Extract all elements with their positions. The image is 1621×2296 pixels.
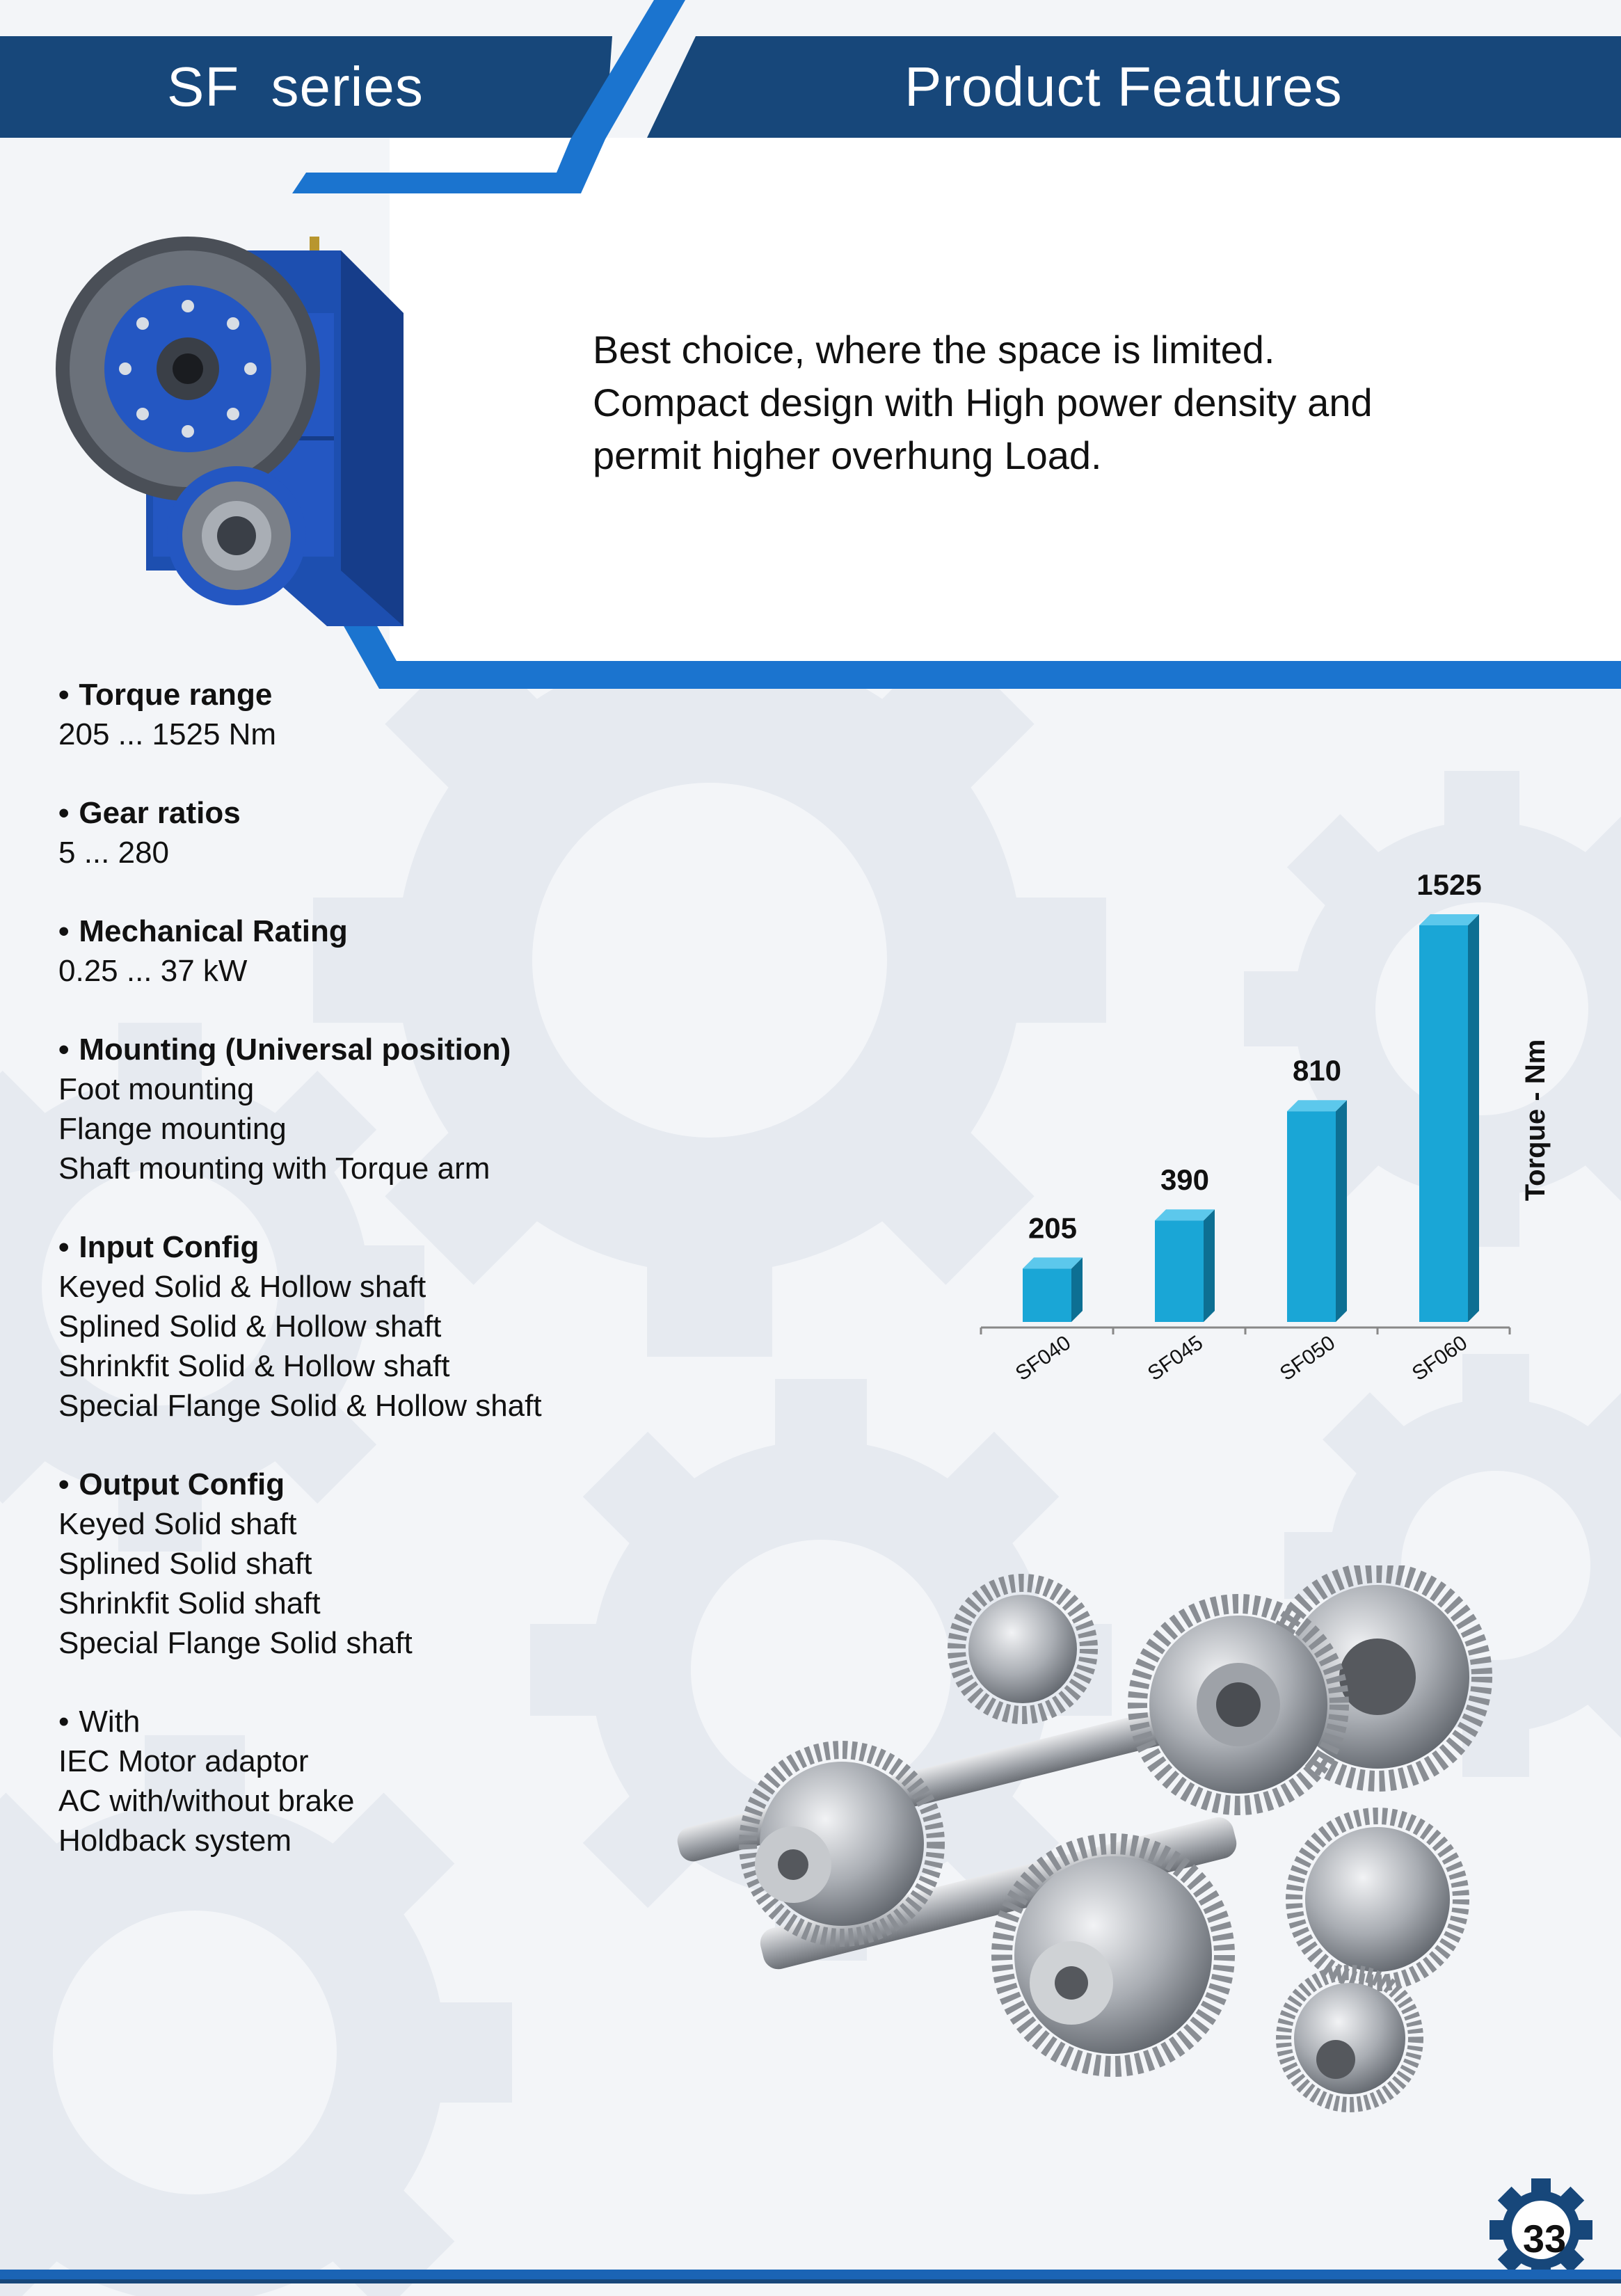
feature-title: Gear ratios — [79, 796, 241, 830]
feature-line: Shaft mounting with Torque arm — [58, 1151, 490, 1186]
bullet-icon: • — [58, 1467, 70, 1501]
bullet-icon: • — [58, 914, 70, 948]
feature-line: Special Flange Solid & Hollow shaft — [58, 1389, 542, 1423]
tick-label: SF060 — [1407, 1331, 1472, 1386]
data-label: 1525 — [1416, 868, 1482, 901]
feature-line: Foot mounting — [58, 1072, 255, 1106]
bar-side — [1336, 1100, 1347, 1322]
tagline — [593, 324, 1497, 482]
feature-list — [58, 675, 587, 1899]
feature-gear-ratios — [58, 793, 587, 872]
data-label: 205 — [1028, 1211, 1078, 1245]
data-label: 390 — [1160, 1163, 1210, 1197]
feature-title: Output Config — [79, 1467, 285, 1501]
feature-title: Mechanical Rating — [79, 914, 348, 948]
feature-title: Input Config — [79, 1230, 259, 1264]
tagline-line-1: Best choice, where the space is limited. — [593, 328, 1275, 372]
gear-set-image — [668, 1565, 1558, 2164]
page-number: 33 — [1522, 2217, 1567, 2261]
feature-line: Splined Solid shaft — [58, 1547, 312, 1581]
gearbox-product-image — [49, 209, 417, 640]
tagline-line-2: Compact design with High power density and — [593, 381, 1373, 424]
feature-title: Torque range — [79, 678, 273, 712]
feature-line: Flange mounting — [58, 1112, 287, 1146]
bullet-icon: • — [58, 1230, 70, 1264]
bar — [1023, 1268, 1071, 1322]
feature-line: Shrinkfit Solid shaft — [58, 1586, 321, 1620]
feature-title: Mounting (Universal position) — [79, 1033, 511, 1067]
bullet-icon: • — [58, 796, 70, 830]
feature-line: 5 ... 280 — [58, 836, 170, 870]
tick-label: SF045 — [1143, 1331, 1208, 1386]
tagline-line-3: permit higher overhung Load. — [593, 433, 1102, 477]
feature-title: With — [79, 1705, 141, 1739]
bar — [1155, 1220, 1204, 1322]
feature-line: Shrinkfit Solid & Hollow shaft — [58, 1349, 450, 1383]
feature-line: 205 ... 1525 Nm — [58, 717, 277, 751]
bar — [1287, 1111, 1336, 1322]
bar-side — [1071, 1257, 1083, 1322]
section-title: Product Features — [904, 56, 1343, 118]
bar-side — [1468, 914, 1479, 1322]
data-label: 810 — [1292, 1054, 1342, 1087]
bar — [1419, 925, 1468, 1322]
feature-line: Special Flange Solid shaft — [58, 1626, 413, 1660]
feature-input-config — [58, 1227, 587, 1426]
feature-line: Keyed Solid & Hollow shaft — [58, 1270, 426, 1304]
feature-line: Holdback system — [58, 1824, 292, 1858]
footer-bar-dark — [0, 2279, 1621, 2283]
feature-output-config — [58, 1465, 587, 1663]
bullet-icon: • — [58, 1033, 70, 1067]
tick-label: SF050 — [1275, 1331, 1340, 1386]
bar-side — [1204, 1209, 1215, 1322]
bullet-icon: • — [58, 1705, 70, 1739]
feature-mounting — [58, 1030, 587, 1188]
feature-line: Splined Solid & Hollow shaft — [58, 1309, 442, 1344]
y-axis-label: Torque - Nm — [1520, 1039, 1551, 1202]
footer-bar — [0, 2270, 1621, 2279]
feature-with — [58, 1702, 587, 1860]
feature-torque-range — [58, 675, 587, 754]
feature-line: Keyed Solid shaft — [58, 1507, 297, 1541]
feature-mechanical-rating — [58, 911, 587, 991]
tick-label: SF040 — [1011, 1331, 1076, 1386]
bullet-icon: • — [58, 678, 70, 712]
feature-line: 0.25 ... 37 kW — [58, 954, 248, 988]
feature-line: AC with/without brake — [58, 1784, 355, 1818]
torque-bar-chart — [960, 828, 1572, 1412]
series-title: SF series — [167, 56, 424, 118]
feature-line: IEC Motor adaptor — [58, 1744, 309, 1778]
